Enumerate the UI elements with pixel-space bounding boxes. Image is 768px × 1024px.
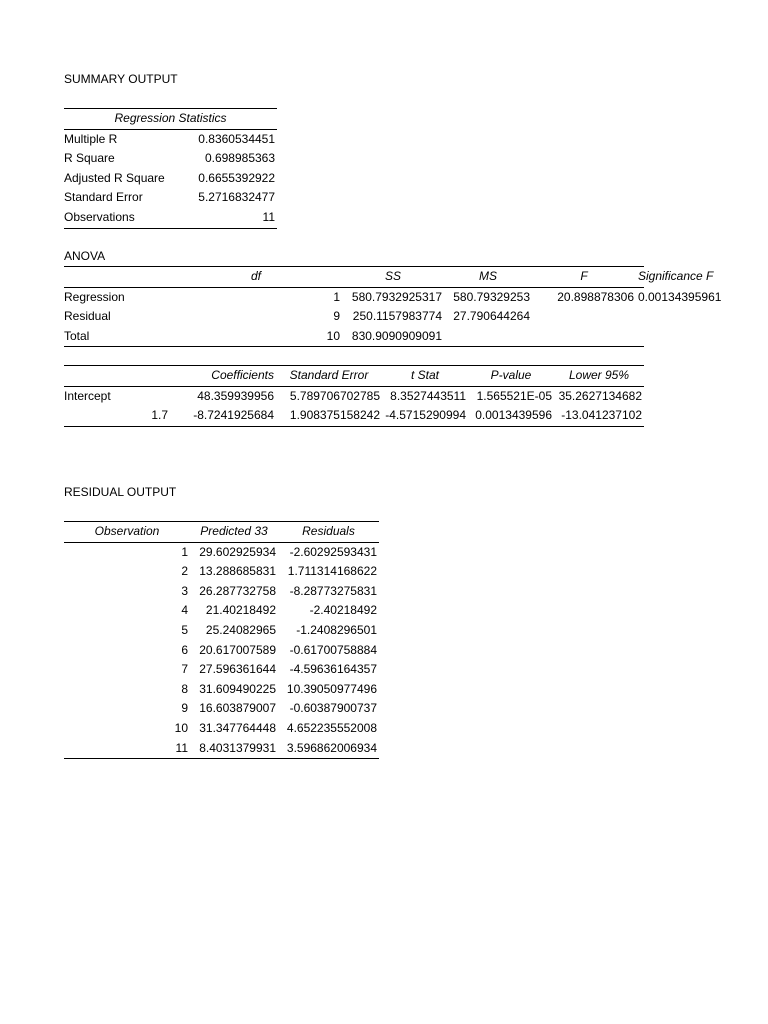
residual-row: [64, 719, 379, 739]
residual-value: -2.60292593431: [289, 544, 377, 559]
coef-header-lower-95: Lower 95%: [554, 366, 644, 387]
anova-row-residual: [64, 307, 644, 327]
anova-df: 9: [333, 309, 340, 324]
predicted-value: 27.596361644: [199, 662, 276, 677]
residual-row: [64, 739, 379, 759]
anova-ss: 830.9090909091: [342, 327, 444, 347]
stat-row: [64, 188, 277, 208]
anova-title: ANOVA: [64, 249, 106, 263]
residual-output-table: [64, 521, 379, 759]
coef-header-standard-error: Standard Error: [276, 366, 382, 387]
predicted-value: 25.24082965: [205, 622, 276, 637]
coef-p-value: 1.565521E-05: [476, 388, 552, 403]
residual-row: [64, 582, 379, 602]
anova-header-row: [64, 267, 644, 288]
anova-df: 1: [333, 289, 340, 304]
anova-df: 10: [170, 327, 342, 347]
stat-label: Multiple R: [64, 131, 118, 146]
coef-standard-error: 5.789706702785: [289, 388, 380, 403]
anova-row-total: [64, 327, 644, 347]
stat-label: Adjusted R Square: [64, 170, 165, 185]
residual-row: [64, 542, 379, 562]
anova-ms: [444, 327, 532, 347]
anova-row-regression: [64, 287, 644, 307]
residual-value: -0.60387900737: [289, 701, 377, 716]
anova-header-blank: [64, 267, 170, 288]
residual-header-predicted: Predicted 33: [190, 522, 278, 543]
observation-number: 5: [181, 622, 188, 637]
anova-header-significance-f: Significance F: [636, 267, 644, 288]
summary-output-title: SUMMARY OUTPUT: [64, 72, 178, 86]
predicted-value: 16.603879007: [199, 701, 276, 716]
observation-number: 11: [64, 739, 190, 759]
predicted-value: 8.4031379931: [190, 739, 278, 759]
stat-row: [64, 208, 277, 228]
residual-value: -2.40218492: [309, 603, 377, 618]
observation-number: 1: [181, 544, 188, 559]
anova-ss: 580.7932925317: [351, 289, 442, 304]
anova-row-label: Regression: [64, 289, 125, 304]
residual-header-row: [64, 522, 379, 543]
coef-header-coefficients: Coefficients: [170, 366, 276, 387]
anova-row-label: Residual: [64, 309, 111, 324]
residual-header-observation: Observation: [64, 522, 190, 543]
anova-ms: 580.79329253: [453, 289, 530, 304]
coefficients-header-row: [64, 366, 644, 387]
coef-t-stat: -4.5715290994: [382, 406, 468, 426]
anova-header-ss: SS: [342, 267, 444, 288]
observation-number: 3: [181, 583, 188, 598]
stat-value: 5.2716832477: [198, 190, 276, 205]
anova-f: 20.898878306: [557, 289, 634, 304]
observation-number: 8: [181, 681, 188, 696]
anova-header-f: F: [532, 267, 636, 288]
stat-label: R Square: [64, 151, 115, 166]
residual-value: 3.596862006934: [278, 739, 379, 759]
coef-t-stat: 8.3527443511: [390, 388, 466, 403]
coef-p-value: 0.0013439596: [468, 406, 554, 426]
residual-row: [64, 660, 379, 680]
stat-label: Observations: [64, 208, 189, 228]
stat-value: 0.8360534451: [198, 131, 276, 146]
predicted-value: 29.602925934: [199, 544, 276, 559]
coef-row-label: 1.7: [64, 406, 170, 426]
anova-table: [64, 266, 722, 347]
predicted-value: 21.40218492: [205, 603, 276, 618]
coef-row-label: Intercept: [64, 388, 111, 403]
observation-number: 10: [174, 720, 188, 735]
residual-value: -4.59636164357: [289, 662, 377, 677]
residual-row: [64, 699, 379, 719]
coef-standard-error: 1.908375158242: [276, 406, 382, 426]
coef-header-blank: [64, 366, 170, 387]
residual-row: [64, 621, 379, 641]
residual-row: [64, 562, 379, 582]
anova-ms: 27.790644264: [453, 309, 530, 324]
coef-row-intercept: [64, 386, 644, 406]
observation-number: 9: [181, 701, 188, 716]
regression-statistics-header: Regression Statistics: [64, 109, 277, 130]
residual-value: 1.711314168622: [287, 564, 377, 579]
residual-value: -1.2408296501: [296, 622, 377, 637]
residual-row: [64, 680, 379, 700]
residual-value: 4.652235552008: [286, 720, 377, 735]
coef-value: -8.7241925684: [170, 406, 276, 426]
predicted-value: 31.347764448: [199, 720, 276, 735]
predicted-value: 20.617007589: [199, 642, 276, 657]
observation-number: 6: [181, 642, 188, 657]
stat-row: [64, 129, 277, 149]
anova-ss: 250.1157983774: [352, 309, 442, 324]
observation-number: 7: [181, 662, 188, 677]
observation-number: 2: [181, 564, 188, 579]
anova-f: [532, 307, 636, 327]
stat-label: Standard Error: [64, 190, 143, 205]
predicted-value: 13.288685831: [199, 564, 276, 579]
coef-header-t-stat: t Stat: [382, 366, 468, 387]
anova-significance-f: [636, 307, 644, 327]
regression-statistics-header-row: [64, 109, 277, 130]
residual-value: -8.28773275831: [289, 583, 377, 598]
coef-row-variable: [64, 406, 644, 426]
coef-header-p-value: P-value: [468, 366, 554, 387]
residual-value: -0.61700758884: [289, 642, 377, 657]
anova-significance-f: 0.00134395961: [638, 289, 722, 304]
coefficients-table: [64, 365, 644, 427]
stat-value: 0.698985363: [204, 151, 276, 166]
regression-statistics-table: [64, 108, 277, 229]
residual-value: 10.39050977496: [286, 681, 377, 696]
residual-row: [64, 641, 379, 661]
predicted-value: 26.287732758: [199, 583, 276, 598]
stat-row: [64, 169, 277, 189]
coef-value: 48.359939956: [197, 388, 274, 403]
anova-header-ms: MS: [444, 267, 532, 288]
coef-lower-95: -13.041237102: [554, 406, 644, 426]
anova-header-df: df: [170, 267, 342, 288]
stat-value: 0.6655392922: [198, 170, 276, 185]
residual-row: [64, 601, 379, 621]
predicted-value: 31.609490225: [199, 681, 276, 696]
anova-row-label: Total: [64, 327, 170, 347]
coef-lower-95: 35.2627134682: [558, 388, 642, 403]
residual-output-title: RESIDUAL OUTPUT: [64, 485, 177, 499]
residual-header-residuals: Residuals: [278, 522, 379, 543]
anova-f: [532, 327, 636, 347]
stat-row: [64, 149, 277, 169]
anova-significance-f: [636, 327, 644, 347]
observation-number: 4: [181, 603, 188, 618]
stat-value: 11: [189, 208, 277, 228]
